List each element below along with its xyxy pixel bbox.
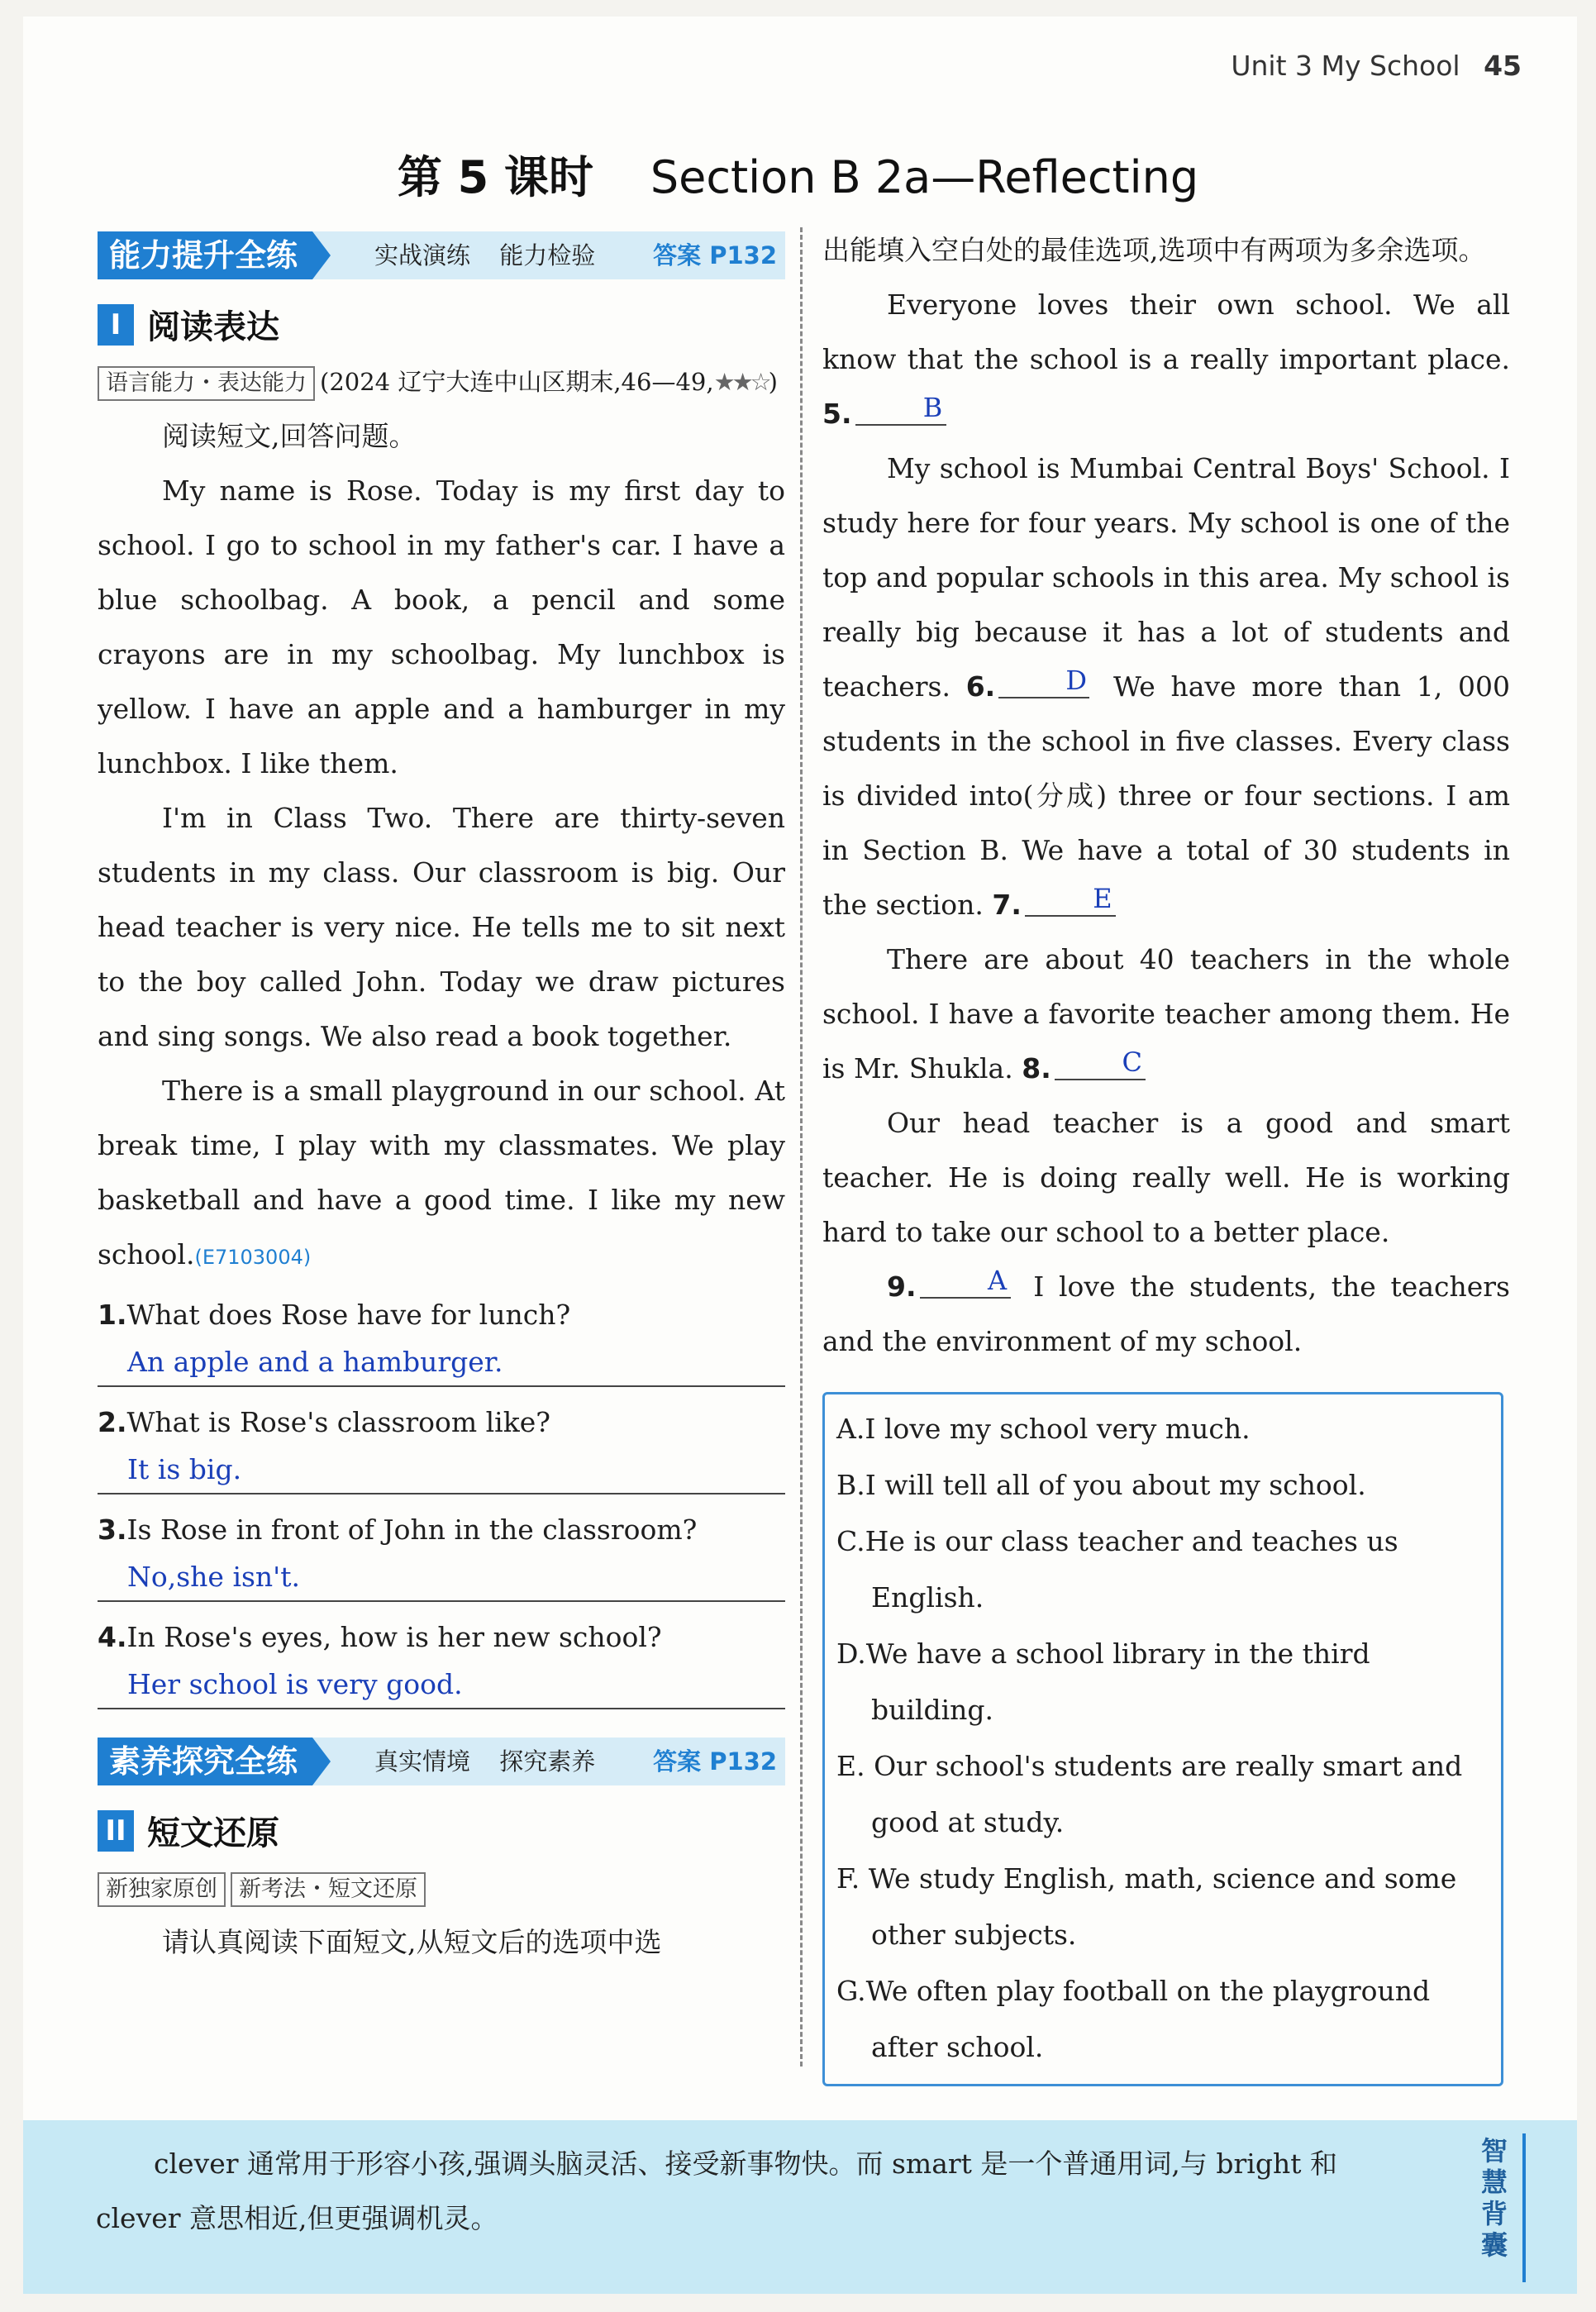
banner-ability (98, 231, 785, 279)
left-column (98, 231, 785, 1970)
banner-subtitle (374, 1738, 617, 1785)
instruction-continued: 出能填入空白处的最佳选项,选项中有两项为多余选项。 (822, 234, 1486, 266)
page-number: 45 (1484, 50, 1522, 82)
question-text: 3.Is Rose in front of John in the classroom? (98, 1514, 698, 1546)
option-item: A.I love my school very much. (836, 1413, 1251, 1445)
answer-line[interactable]: An apple and a hamburger. (98, 1339, 785, 1387)
blank-answer[interactable]: C (1055, 1046, 1146, 1080)
blank-number: 6. (965, 670, 996, 703)
wisdom-tip-box (23, 2120, 1577, 2294)
section-passage-restore (98, 1807, 785, 1854)
passage-text: There is a small playground in our school. At break time, I play with my classmates. We play basketball and have a good time. I like my new school. (98, 1075, 785, 1270)
blank-answer[interactable]: B (855, 391, 946, 426)
passage-paragraph (822, 1260, 1510, 1369)
section-reading (98, 301, 785, 348)
passage-text: Everyone loves their own school. We all know that the school is a really important place. (822, 288, 1510, 375)
original-tag: 新独家原创 (98, 1872, 226, 1907)
question-text: 4.In Rose's eyes, how is her new school? (98, 1621, 662, 1653)
answer-line[interactable]: Her school is very good. (98, 1661, 785, 1709)
lesson-title (0, 142, 1596, 206)
passage-paragraph (822, 441, 1510, 932)
tip-accent-bar (1522, 2133, 1526, 2282)
passage-paragraph (822, 278, 1510, 441)
option-item: F. We study English, math, science and some other subjects. (836, 1862, 1457, 1951)
banner-subtitle (374, 231, 617, 279)
options-box (822, 1392, 1503, 2086)
passage-paragraph: I'm in Class Two. There are thirty-seven students in my class. Our classroom is big. Our head teacher is very nice. He tells me to sit next to the boy called John. Today we draw pictures and sing songs. We also read a book together. (98, 802, 785, 1052)
new-format-tag: 新考法・短文还原 (231, 1872, 426, 1907)
tip-label: 智慧背囊 (1480, 2135, 1508, 2261)
banner-sub-2: 能力检验 (499, 241, 596, 269)
banner-literacy (98, 1738, 785, 1785)
answer-line[interactable]: It is big. (98, 1447, 785, 1494)
passage-paragraph: My name is Rose. Today is my first day to school. I go to school in my father's car. I have a blue schoolbag. A book, a pencil and some crayons are in my schoolbag. My lunchbox is yellow. I have an apple and a hamburger in my lunchbox. I like them. (98, 474, 785, 779)
option-item: E. Our school's students are really smart and good at study. (836, 1750, 1463, 1838)
unit-label: Unit 3 (1231, 50, 1313, 82)
blank-number: 8. (1022, 1052, 1051, 1084)
banner-sub-1: 真实情境 (374, 1747, 471, 1776)
section-title: 阅读表达 (147, 308, 279, 346)
option-item: B.I will tell all of you about my school. (836, 1469, 1366, 1501)
passage-code: (E7103004) (194, 1246, 312, 1269)
section-title: 短文还原 (147, 1814, 279, 1852)
unit-title: My School (1321, 50, 1460, 82)
question-meta (98, 363, 785, 401)
instruction: 请认真阅读下面短文,从短文后的选项中选 (162, 1926, 662, 1958)
blank-number: 7. (992, 889, 1022, 921)
answer-page-ref: 答案 P132 (653, 1747, 777, 1776)
passage-text: My school is Mumbai Central Boys' School. I study here for four years. My school is one of the top and popular schools in this area. My school is really big because it has a lot of students and teachers. (822, 452, 1510, 703)
question-item (98, 1399, 785, 1494)
question-item (98, 1506, 785, 1602)
difficulty-stars-icon: ★★☆ (713, 368, 769, 396)
passage-paragraph: Our head teacher is a good and smart teacher. He is doing really well. He is working hard to take our school to a better place. (822, 1107, 1510, 1248)
instruction: 阅读短文,回答问题。 (162, 420, 417, 452)
option-item: D.We have a school library in the third building. (836, 1637, 1370, 1726)
banner-label: 能力提升全练 (98, 231, 312, 279)
column-divider (800, 227, 803, 2066)
answer-page-ref: 答案 P132 (653, 241, 777, 269)
question-meta (98, 1869, 785, 1907)
tip-text: clever 通常用于形容小孩,强调头脑灵活、接受新事物快。而 smart 是一个普通用词,与 bright 和 clever 意思相近,但更强调机灵。 (96, 2148, 1337, 2234)
blank-number: 5. (822, 398, 852, 430)
lesson-section: Section B 2a—Reflecting (650, 151, 1199, 203)
question-item (98, 1291, 785, 1387)
exam-source-close: ) (768, 368, 778, 396)
option-item: C.He is our class teacher and teaches us English. (836, 1525, 1398, 1614)
passage-paragraph (822, 932, 1510, 1096)
passage-text: I love the students, the teachers and the environment of my school. (822, 1270, 1510, 1357)
running-header (1231, 50, 1522, 82)
banner-sub-1: 实战演练 (374, 241, 471, 269)
question-item (98, 1614, 785, 1709)
answer-line[interactable]: No,she isn't. (98, 1554, 785, 1602)
passage-text: We have more than 1, 000 students in the school in five classes. Every class is divided into(分成) three or four sections. I am in Section B. We have a total of 30 students in the section. (822, 670, 1510, 921)
right-column (822, 223, 1510, 2086)
passage-paragraph (98, 1064, 785, 1285)
option-item: G.We often play football on the playground after school. (836, 1975, 1431, 2063)
section-number: I (98, 304, 134, 346)
skill-tag: 语言能力・表达能力 (98, 366, 315, 401)
exam-source: (2024 辽宁大连中山区期末,46—49, (320, 368, 714, 396)
passage-text: There are about 40 teachers in the whole school. I have a favorite teacher among them. He is Mr. Shukla. (822, 943, 1510, 1084)
question-text: 1.What does Rose have for lunch? (98, 1299, 571, 1331)
banner-sub-2: 探究素养 (499, 1747, 596, 1776)
blank-answer[interactable]: D (998, 664, 1089, 698)
section-number: II (98, 1810, 134, 1852)
banner-label: 素养探究全练 (98, 1738, 312, 1785)
blank-answer[interactable]: A (920, 1264, 1011, 1299)
lesson-number: 第 5 课时 (397, 151, 593, 203)
blank-answer[interactable]: E (1025, 882, 1116, 917)
blank-number: 9. (887, 1270, 917, 1303)
question-text: 2.What is Rose's classroom like? (98, 1406, 550, 1438)
